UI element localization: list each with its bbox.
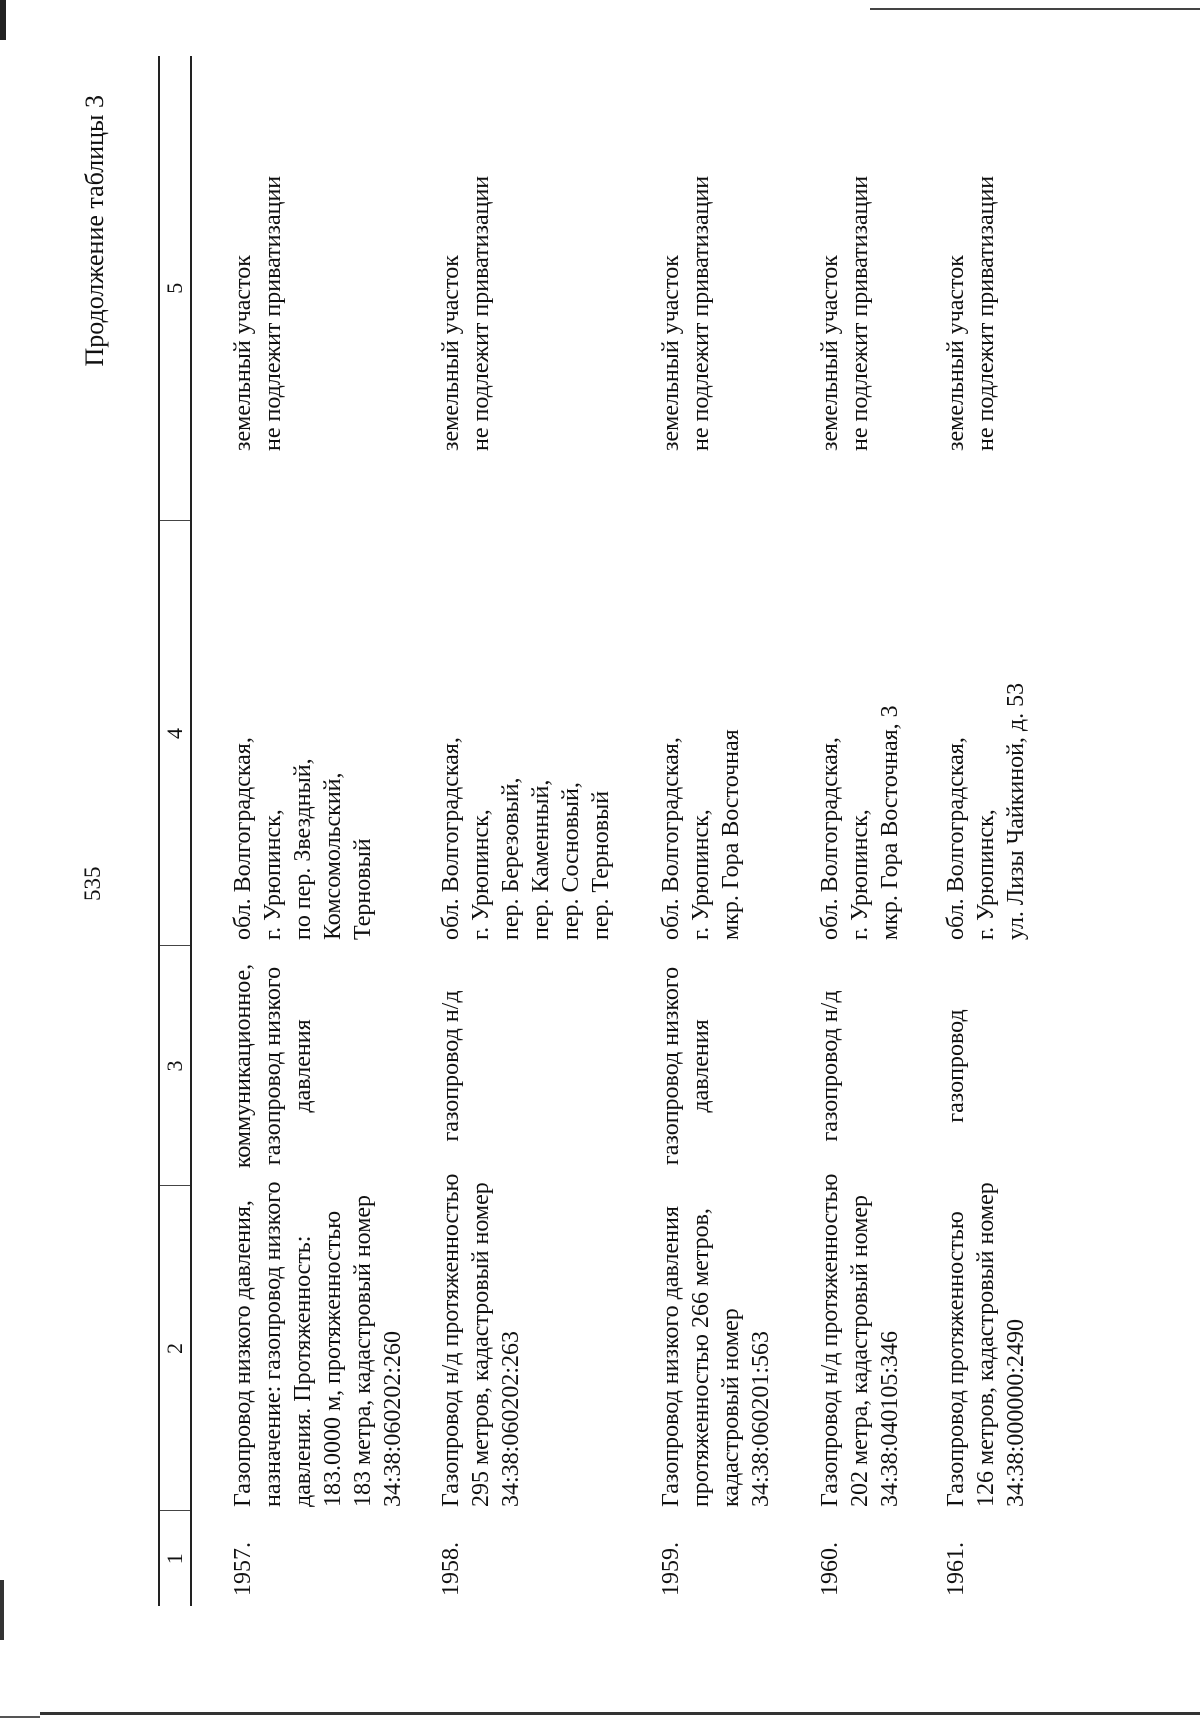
- object-type-line: давления: [688, 1019, 714, 1113]
- object-type-line: газопровод н/д: [438, 990, 464, 1142]
- object-address-line: пер. Березовый,: [498, 777, 524, 940]
- object-address-line: г. Урюпинск,: [260, 809, 286, 940]
- table-continuation-caption: Продолжение таблицы 3: [80, 95, 109, 367]
- object-address-line: г. Урюпинск,: [847, 809, 873, 940]
- object-address-line: пер. Сосновый,: [558, 782, 584, 940]
- object-note: [929, 56, 1051, 521]
- object-type: [424, 946, 644, 1186]
- object-description-line: 126 метров, кадастровый номер: [973, 1182, 999, 1507]
- object-description: [644, 1186, 803, 1511]
- object-address-line: мкр. Гора Восточная, 3: [877, 705, 903, 940]
- object-note-line: не подлежит приватизации: [688, 175, 714, 451]
- object-note: [424, 56, 644, 521]
- object-type: [803, 946, 929, 1186]
- object-description-line: Газопровод протяженностью: [943, 1211, 969, 1507]
- object-address-line: обл. Волгоградская,: [658, 737, 684, 940]
- object-description-line: Газопровод низкого давления,: [230, 1200, 256, 1507]
- object-type-line: газопровод низкого: [658, 966, 684, 1166]
- object-description: [929, 1182, 1051, 1511]
- column-header-3: 3: [159, 946, 191, 1186]
- object-address-line: г. Урюпинск,: [973, 809, 999, 940]
- object-type-line: коммуникационное,: [230, 963, 256, 1169]
- object-note-line: земельный участок: [658, 255, 684, 451]
- object-note-line: не подлежит приватизации: [973, 175, 999, 451]
- object-address-line: обл. Волгоградская,: [230, 737, 256, 940]
- column-header-2: 2: [159, 1186, 191, 1511]
- object-type-line: давления: [290, 1019, 316, 1113]
- object-address-line: пер. Терновый: [588, 790, 614, 940]
- object-note-line: не подлежит приватизации: [847, 175, 873, 451]
- object-description-line: 34:38:000000:2490: [1003, 1318, 1029, 1507]
- object-note-line: не подлежит приватизации: [468, 175, 494, 451]
- object-description-line: 183 метра, кадастровый номер: [350, 1194, 376, 1507]
- object-address: [191, 521, 424, 946]
- table-row: [424, 56, 644, 1606]
- object-address-line: мкр. Гора Восточная: [718, 729, 744, 940]
- row-number: 1960.: [817, 1542, 843, 1596]
- object-description-line: назначение: газопровод низкого: [260, 1181, 286, 1507]
- object-description-line: Газопровод н/д протяженностью: [817, 1173, 843, 1507]
- object-note-line: земельный участок: [230, 255, 256, 451]
- object-address-line: обл. Волгоградская,: [943, 737, 969, 940]
- property-table: [158, 56, 1051, 1606]
- row-number: 1961.: [943, 1542, 969, 1596]
- object-note-line: земельный участок: [943, 255, 969, 451]
- object-note: [191, 56, 424, 521]
- row-number: 1958.: [438, 1542, 464, 1596]
- object-description-line: Газопровод н/д протяженностью: [438, 1173, 464, 1507]
- object-description: [803, 1173, 929, 1511]
- object-type-line: газопровод: [943, 1009, 969, 1123]
- object-description-line: кадастровый номер: [718, 1308, 744, 1507]
- object-address-line: Комсомольский,: [320, 772, 346, 940]
- row-number: 1957.: [230, 1542, 256, 1596]
- object-address: [803, 521, 929, 946]
- object-description-line: 34:38:060201:563: [748, 1330, 774, 1507]
- page-number: 535: [80, 866, 105, 901]
- object-note: [803, 56, 929, 521]
- object-description-line: 295 метров, кадастровый номер: [468, 1182, 494, 1507]
- table-row: [929, 56, 1051, 1606]
- object-type: [644, 946, 803, 1186]
- object-description-line: 34:38:060202:263: [498, 1330, 524, 1507]
- object-type: [191, 946, 424, 1186]
- object-type-line: газопровод н/д: [817, 990, 843, 1142]
- object-description-line: 202 метра, кадастровый номер: [847, 1194, 873, 1507]
- row-number: 1959.: [658, 1542, 684, 1596]
- table-header-row: [159, 56, 191, 1606]
- object-note-line: не подлежит приватизации: [260, 175, 286, 451]
- object-address-line: г. Урюпинск,: [468, 809, 494, 940]
- object-address: [424, 521, 644, 946]
- object-note-line: земельный участок: [817, 255, 843, 451]
- object-description-line: 34:38:040105:346: [877, 1330, 903, 1507]
- column-header-4: 4: [159, 521, 191, 946]
- object-note: [644, 56, 803, 521]
- table-row: [803, 56, 929, 1606]
- object-note-line: земельный участок: [438, 255, 464, 451]
- table-row: [191, 56, 424, 1606]
- object-address-line: ул. Лизы Чайкиной, д. 53: [1003, 682, 1029, 940]
- column-header-1: 1: [159, 1511, 191, 1606]
- object-address: [644, 521, 803, 946]
- object-type-line: газопровод низкого: [260, 966, 286, 1166]
- object-description-line: Газопровод низкого давления: [658, 1206, 684, 1507]
- object-description: [191, 1181, 424, 1511]
- object-description: [424, 1173, 644, 1511]
- object-address-line: обл. Волгоградская,: [438, 737, 464, 940]
- object-address-line: Терновый: [350, 838, 376, 940]
- object-description-line: 34:38:060202:260: [380, 1330, 406, 1507]
- object-address: [929, 521, 1051, 946]
- object-address-line: по пер. Звездный,: [290, 758, 316, 940]
- object-address-line: г. Урюпинск,: [688, 809, 714, 940]
- column-header-5: 5: [159, 56, 191, 521]
- table-row: [644, 56, 803, 1606]
- object-description-line: 183.0000 м, протяженностью: [320, 1210, 346, 1507]
- object-address-line: обл. Волгоградская,: [817, 737, 843, 940]
- object-type: [929, 946, 1051, 1186]
- object-address-line: пер. Каменный,: [528, 779, 554, 940]
- object-description-line: давления. Протяженность:: [290, 1235, 316, 1507]
- object-description-line: протяженностью 266 метров,: [688, 1208, 714, 1507]
